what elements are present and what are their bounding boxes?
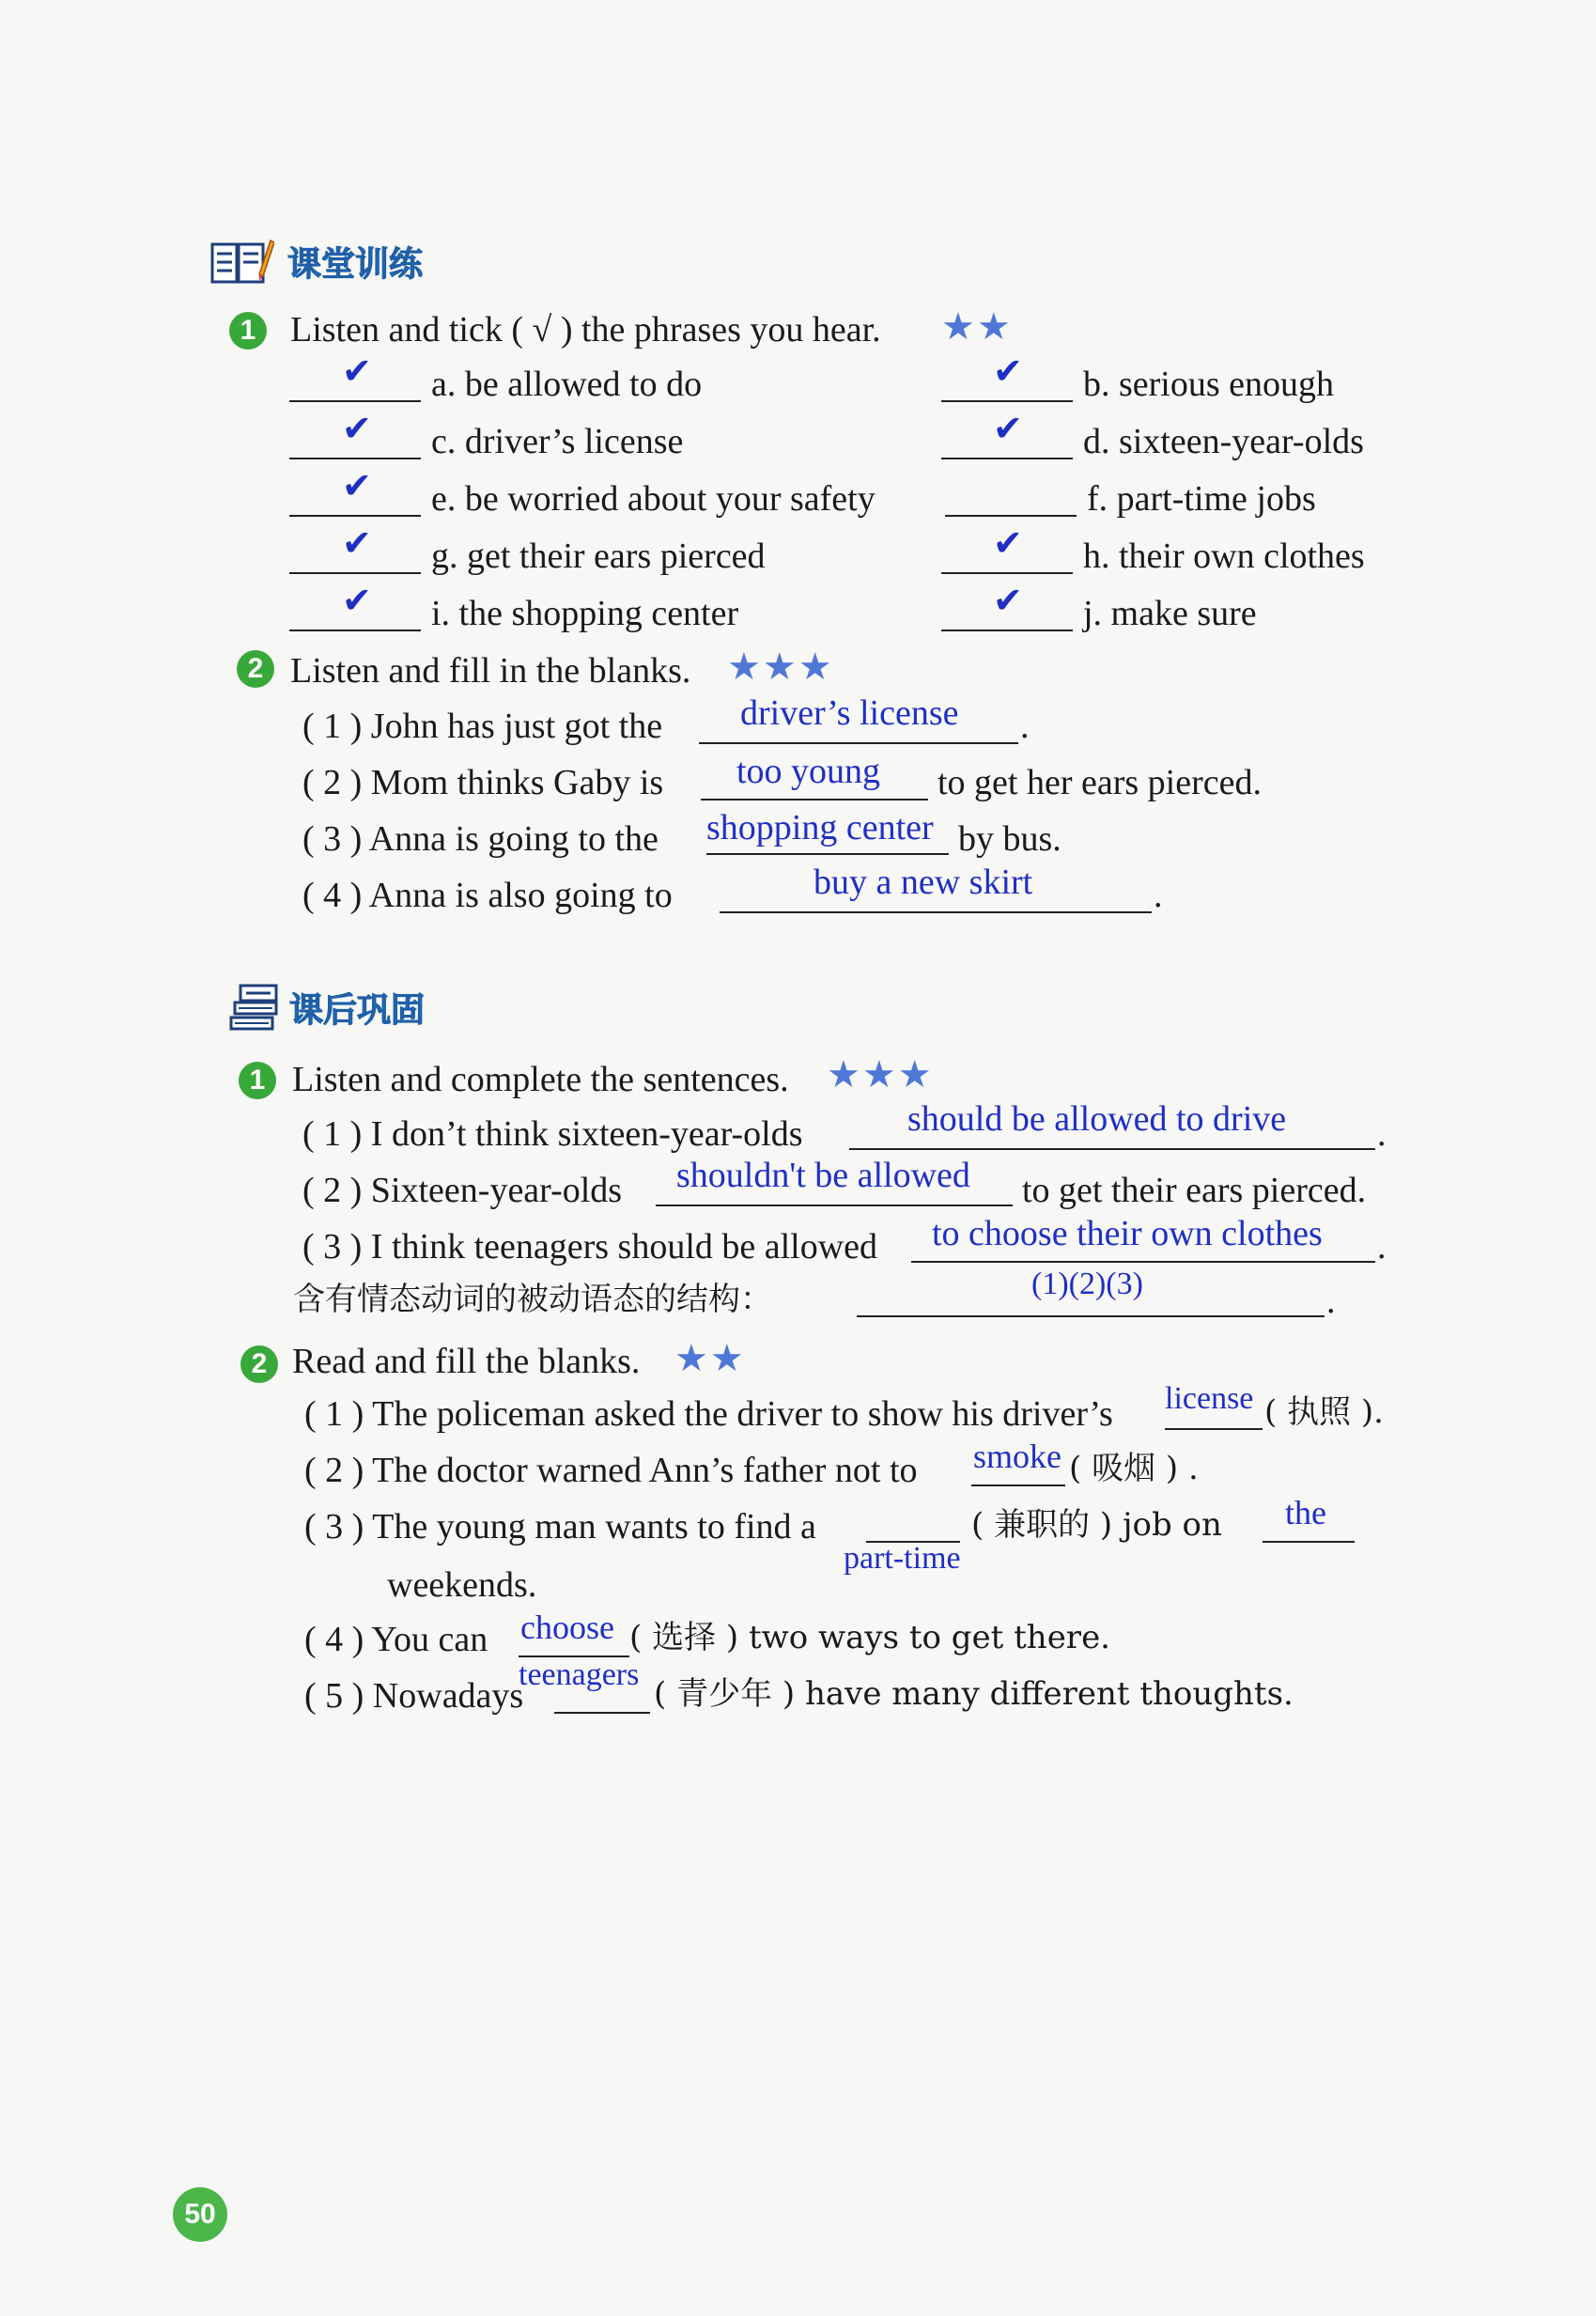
tick-blank-h[interactable] — [941, 572, 1073, 574]
answer-blank[interactable] — [699, 742, 1018, 744]
tick-blank-i[interactable] — [289, 630, 421, 631]
page-number-badge: 50 — [173, 2187, 227, 2242]
question-number-badge: 2 — [237, 650, 274, 688]
handwritten-answer: smoke — [973, 1438, 1061, 1475]
tick-blank-e[interactable] — [289, 515, 421, 517]
fill-line-suffix: . — [1377, 1227, 1387, 1267]
fill-line-suffix: . — [1377, 1114, 1387, 1154]
answer-blank[interactable] — [857, 1315, 1325, 1317]
tick-blank-j[interactable] — [941, 630, 1073, 631]
check-icon: ✔ — [342, 408, 372, 449]
phrase-item: e. be worried about your safety — [431, 479, 875, 519]
check-icon: ✔ — [342, 350, 372, 392]
fill-line-prefix: ( 3 ) The young man wants to find a — [304, 1507, 816, 1547]
fill-line-prefix: ( 4 ) You can — [304, 1620, 488, 1659]
fill-line-suffix: to get her ears pierced. — [937, 763, 1262, 802]
fill-line-prefix: ( 1 ) I don’t think sixteen-year-olds — [302, 1114, 803, 1154]
answer-blank[interactable] — [720, 911, 1152, 913]
fill-line-middle: ( 兼职的 ) job on — [971, 1506, 1222, 1544]
answer-blank[interactable] — [849, 1148, 1375, 1150]
phrase-item: h. their own clothes — [1083, 536, 1365, 576]
fill-line-prefix: ( 1 ) John has just got the — [302, 707, 663, 746]
fill-line-suffix: ( 吸烟 ) . — [1069, 1450, 1199, 1487]
question-instruction: Listen and complete the sentences. — [292, 1060, 789, 1099]
check-icon: ✔ — [342, 465, 372, 506]
handwritten-answer: to choose their own clothes — [932, 1214, 1323, 1253]
question-number-badge: 1 — [229, 312, 267, 350]
difficulty-stars: ★★★ — [827, 1053, 934, 1096]
fill-line-prefix: ( 1 ) The policeman asked the driver to show his driver’s — [304, 1394, 1113, 1434]
tick-blank-a[interactable] — [289, 400, 421, 402]
phrase-item: d. sixteen-year-olds — [1083, 422, 1364, 461]
phrase-item: a. be allowed to do — [431, 365, 703, 404]
handwritten-answer: the — [1285, 1494, 1326, 1531]
answer-blank[interactable] — [911, 1261, 1375, 1263]
phrase-item: i. the shopping center — [431, 594, 739, 633]
handwritten-answer: shouldn't be allowed — [676, 1156, 970, 1195]
fill-line-prefix: ( 2 ) Sixteen-year-olds — [302, 1171, 623, 1210]
phrase-item: c. driver’s license — [431, 422, 684, 461]
tick-blank-c[interactable] — [289, 458, 421, 459]
fill-line-prefix: ( 3 ) Anna is going to the — [302, 819, 659, 859]
fill-line-suffix: . — [1326, 1282, 1336, 1321]
handwritten-answer: too young — [736, 752, 881, 791]
handwritten-answer: teenagers — [519, 1657, 640, 1692]
fill-line-prefix: ( 2 ) The doctor warned Ann’s father not to — [304, 1451, 918, 1490]
check-icon: ✔ — [993, 350, 1023, 392]
phrase-item: f. part-time jobs — [1087, 479, 1316, 519]
tick-blank-g[interactable] — [289, 572, 421, 574]
answer-blank[interactable] — [656, 1205, 1013, 1206]
fill-line-suffix: . — [1020, 707, 1030, 746]
handwritten-answer: buy a new skirt — [813, 863, 1033, 902]
question-number-badge: 1 — [239, 1062, 276, 1099]
handwritten-answer: part-time — [844, 1541, 961, 1576]
phrase-item: g. get their ears pierced — [431, 536, 766, 576]
fill-line-prefix: ( 3 ) I think teenagers should be allowed — [302, 1227, 878, 1267]
question-number-badge: 2 — [240, 1345, 278, 1383]
fill-line-prefix: ( 4 ) Anna is also going to — [302, 876, 673, 915]
answer-blank[interactable] — [554, 1712, 650, 1714]
fill-line-prefix: ( 2 ) Mom thinks Gaby is — [302, 763, 664, 802]
handwritten-answer: choose — [520, 1609, 614, 1646]
tick-blank-b[interactable] — [941, 400, 1073, 402]
books-stack-icon — [227, 982, 282, 1036]
handwritten-answer: (1)(2)(3) — [1031, 1267, 1143, 1301]
difficulty-stars: ★★ — [674, 1337, 746, 1380]
question-instruction: Read and fill the blanks. — [292, 1342, 641, 1381]
fill-line-continuation: weekends. — [387, 1565, 537, 1605]
difficulty-stars: ★★★ — [727, 645, 834, 689]
check-icon: ✔ — [993, 580, 1023, 621]
fill-line-suffix: ( 青少年 ) have many different thoughts. — [654, 1675, 1294, 1713]
difficulty-stars: ★★ — [941, 305, 1013, 349]
fill-line-suffix: ( 选择 ) two ways to get there. — [629, 1619, 1110, 1656]
section-title-after-class: 课后巩固 — [289, 991, 426, 1030]
section-title-classroom: 课堂训练 — [287, 245, 424, 284]
answer-blank[interactable] — [701, 799, 928, 800]
handwritten-answer: driver’s license — [740, 693, 959, 733]
answer-blank[interactable] — [1165, 1428, 1263, 1430]
handwritten-answer: should be allowed to drive — [907, 1099, 1287, 1139]
fill-line-suffix: ( 执照 ). — [1264, 1393, 1384, 1431]
tick-blank-d[interactable] — [941, 458, 1073, 459]
phrase-item: b. serious enough — [1083, 365, 1335, 404]
answer-blank[interactable] — [706, 853, 949, 855]
check-icon: ✔ — [342, 522, 372, 564]
structure-prompt: 含有情态动词的被动语态的结构： — [293, 1281, 772, 1318]
check-icon: ✔ — [342, 580, 372, 621]
check-icon: ✔ — [993, 408, 1023, 449]
tick-blank-f[interactable] — [945, 515, 1077, 517]
fill-line-suffix: . — [1154, 876, 1163, 915]
answer-blank[interactable] — [1263, 1541, 1355, 1543]
fill-line-suffix: to get their ears pierced. — [1022, 1171, 1367, 1210]
check-icon: ✔ — [993, 522, 1023, 564]
phrase-item: j. make sure — [1083, 594, 1257, 633]
question-instruction: Listen and fill in the blanks. — [290, 651, 691, 691]
handwritten-answer: license — [1165, 1381, 1254, 1416]
fill-line-prefix: ( 5 ) Nowadays — [304, 1676, 524, 1716]
answer-blank[interactable] — [971, 1484, 1065, 1486]
book-pencil-icon — [210, 237, 274, 288]
fill-line-suffix: by bus. — [958, 819, 1061, 859]
question-instruction: Listen and tick ( √ ) the phrases you hear. — [290, 310, 881, 350]
handwritten-answer: shopping center — [706, 808, 934, 847]
